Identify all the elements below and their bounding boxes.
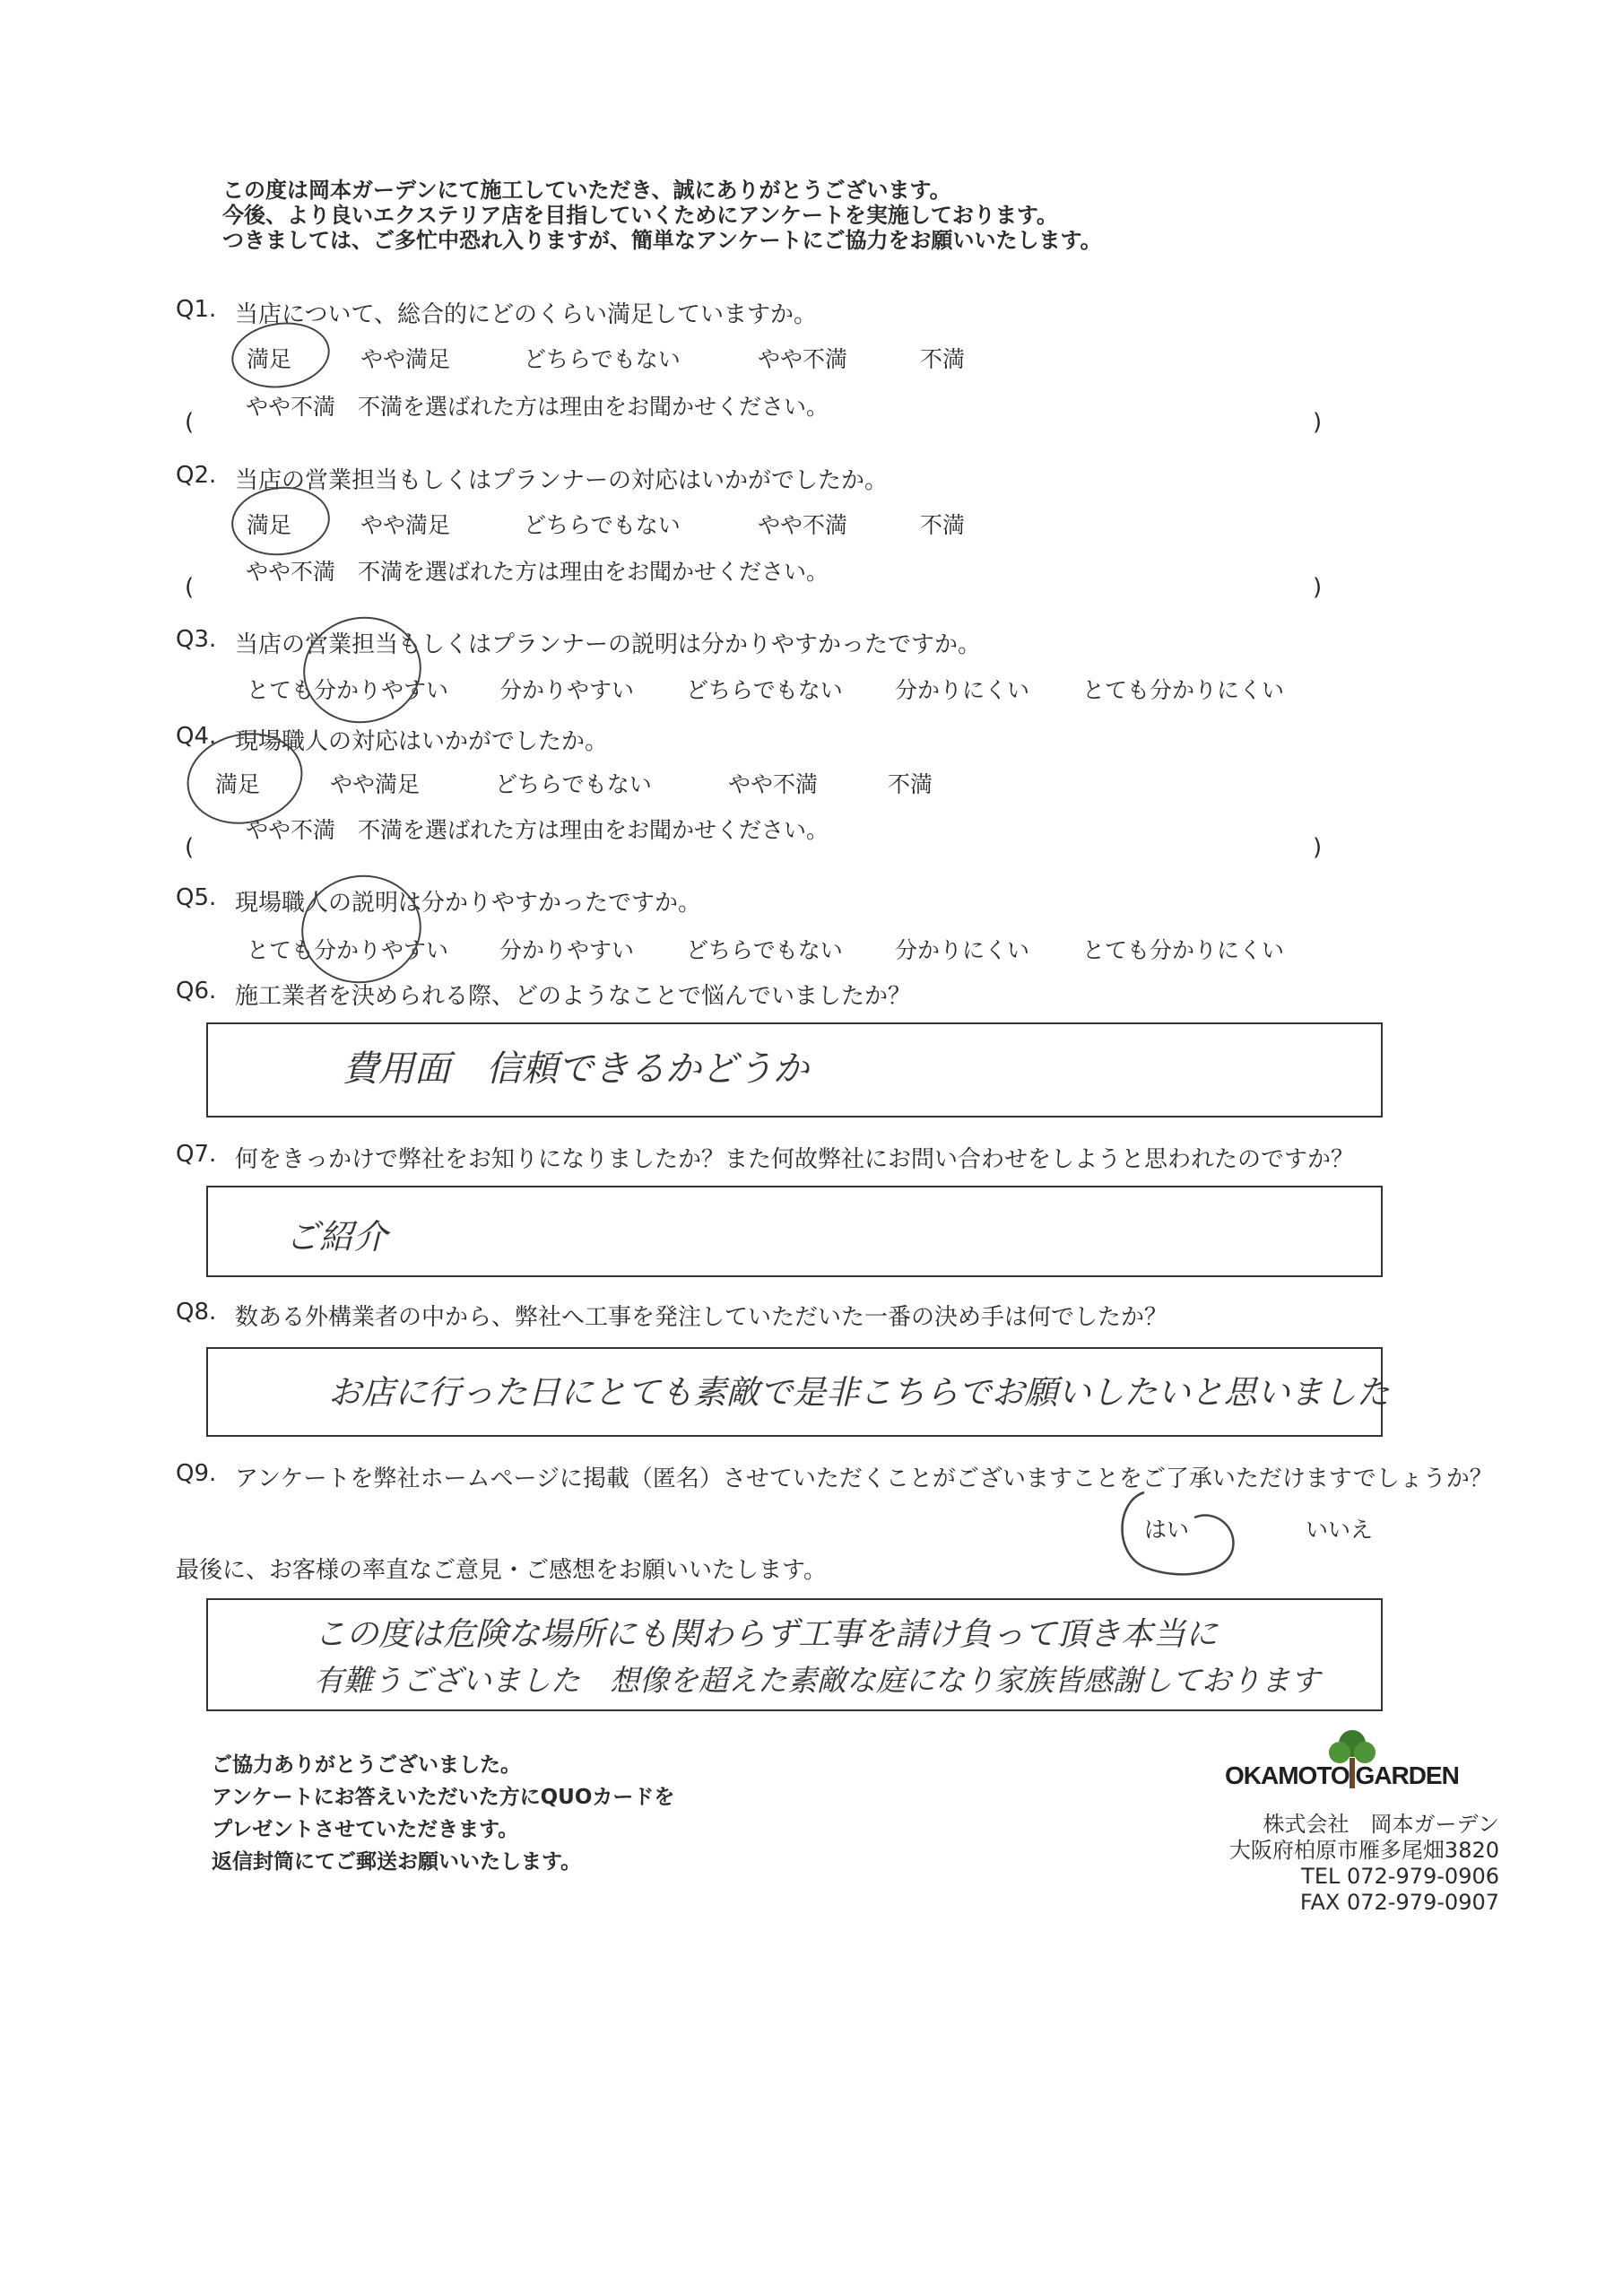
q4-option-manzoku[interactable]: 満足: [215, 771, 261, 797]
intro-line-2: 今後、より良いエクステリア店を目指していくためにアンケートを実施しております。: [222, 203, 1058, 228]
q5-option-totemo-nikui[interactable]: とても分かりにくい: [1082, 937, 1285, 963]
footer-line-1: ご協力ありがとうございました。: [212, 1753, 521, 1777]
q2-paren-close: ): [1313, 574, 1323, 601]
q6-text: 施工業者を決められる際、どのようなことで悩んでいましたか？: [235, 983, 912, 1010]
q6-number: Q6.: [176, 978, 217, 1004]
q1-text: 当店について、総合的にどのくらい満足していますか。: [235, 301, 817, 328]
company-logo: OKAMOTO GARDEN: [1225, 1761, 1459, 1789]
q1-option-dochira[interactable]: どちらでもない: [524, 346, 681, 372]
q3-option-totemo-wakari[interactable]: とても分かりやすい: [247, 677, 449, 703]
q9-answer-circle: [1108, 1482, 1252, 1589]
q9-text: アンケートを弊社ホームページに掲載（匿名）させていただくことがございますことをご了承いただけますでしょうか？: [235, 1465, 1493, 1492]
q1-option-yaya-fuman[interactable]: やや不満: [758, 346, 848, 372]
q4-text: 現場職人の対応はいかがでしたか。: [235, 728, 609, 755]
q1-reason-prompt: やや不満 不満を選ばれた方は理由をお聞かせください。: [246, 394, 829, 420]
q2-option-yaya-manzoku[interactable]: やや満足: [360, 512, 451, 538]
q4-option-yaya-fuman[interactable]: やや不満: [728, 771, 819, 797]
footer-line-4: 返信封筒にてご郵送お願いいたします。: [212, 1850, 582, 1874]
q9-number: Q9.: [176, 1460, 217, 1487]
q2-reason-prompt: やや不満 不満を選ばれた方は理由をお聞かせください。: [246, 559, 829, 585]
company-address: 大阪府柏原市雁多尾畑3820: [1228, 1838, 1499, 1863]
q9-option-hai[interactable]: はい: [1144, 1517, 1190, 1543]
q8-answer-text: お店に行った日にとても素敵で是非こちらでお願いしたいと思いました: [328, 1373, 1390, 1412]
q2-option-yaya-fuman[interactable]: やや不満: [758, 512, 848, 538]
q4-reason-prompt: やや不満 不満を選ばれた方は理由をお聞かせください。: [246, 817, 829, 843]
q3-text: 当店の営業担当もしくはプランナーの説明は分かりやすかったですか。: [235, 631, 982, 658]
q3-option-wakari-nikui[interactable]: 分かりにくい: [895, 677, 1030, 703]
q4-option-fuman[interactable]: 不満: [888, 771, 933, 797]
q7-answer-text: ご紹介: [285, 1217, 388, 1257]
q2-option-fuman[interactable]: 不満: [920, 512, 966, 538]
q5-number: Q5.: [176, 884, 217, 911]
q8-number: Q8.: [176, 1299, 217, 1326]
q1-paren-open: (: [185, 409, 195, 436]
q9-option-iie[interactable]: いいえ: [1306, 1517, 1374, 1543]
q1-option-manzoku[interactable]: 満足: [247, 346, 292, 372]
company-tel: TEL 072-979-0906: [1301, 1864, 1499, 1889]
q3-option-wakari[interactable]: 分かりやすい: [499, 677, 635, 703]
q5-option-wakari[interactable]: 分かりやすい: [499, 937, 635, 963]
q2-option-dochira[interactable]: どちらでもない: [524, 512, 681, 538]
q6-answer-text: 費用面 信頼できるかどうか: [343, 1048, 809, 1090]
q8-text: 数ある外構業者の中から、弊社へ工事を発注していただいた一番の決め手は何でしたか？: [235, 1304, 1168, 1331]
q7-text: 何をきっかけで弊社をお知りになりましたか？また何故弊社にお問い合わせをしようと思われたのですか？: [235, 1146, 1355, 1173]
q2-paren-open: (: [185, 574, 195, 601]
q1-option-yaya-manzoku[interactable]: やや満足: [360, 346, 451, 372]
q2-option-manzoku[interactable]: 満足: [247, 512, 292, 538]
q5-option-wakari-nikui[interactable]: 分かりにくい: [895, 937, 1030, 963]
q1-option-fuman[interactable]: 不満: [920, 346, 966, 372]
footer-line-2: アンケートにお答えいただいた方にQUOカードを: [212, 1786, 675, 1809]
q4-option-yaya-manzoku[interactable]: やや満足: [330, 771, 421, 797]
q3-option-dochira[interactable]: どちらでもない: [686, 677, 843, 703]
intro-line-1: この度は岡本ガーデンにて施工していただき、誠にありがとうございます。: [222, 178, 951, 203]
q2-number: Q2.: [176, 462, 217, 489]
q4-paren-close: ): [1313, 834, 1323, 861]
final-answer-line-1: この度は危険な場所にも関わらず工事を請け負って頂き本当に: [314, 1616, 1219, 1653]
company-fax: FAX 072-979-0907: [1299, 1890, 1499, 1915]
final-prompt: 最後に、お客様の率直なご意見・ご感想をお願いいたします。: [176, 1557, 827, 1584]
q4-number: Q4.: [176, 723, 217, 750]
q5-text: 現場職人の説明は分かりやすかったですか。: [235, 890, 702, 917]
q5-option-totemo-wakari[interactable]: とても分かりやすい: [247, 937, 449, 963]
q3-number: Q3.: [176, 626, 217, 653]
q4-paren-open: (: [185, 834, 195, 861]
q5-option-dochira[interactable]: どちらでもない: [686, 937, 843, 963]
q4-option-dochira[interactable]: どちらでもない: [495, 771, 652, 797]
footer-line-3: プレゼントさせていただきます。: [212, 1818, 519, 1841]
company-name: 株式会社 岡本ガーデン: [1263, 1812, 1499, 1837]
q1-number: Q1.: [176, 296, 217, 323]
q3-option-totemo-nikui[interactable]: とても分かりにくい: [1082, 677, 1285, 703]
q2-text: 当店の営業担当もしくはプランナーの対応はいかがでしたか。: [235, 467, 889, 494]
q7-number: Q7.: [176, 1141, 217, 1168]
q1-paren-close: ): [1313, 409, 1323, 436]
intro-line-3: つきましては、ご多忙中恐れ入りますが、簡単なアンケートにご協力をお願いいたします。: [222, 228, 1102, 253]
final-answer-line-2: 有難うございました 想像を超えた素敵な庭になり家族皆感謝しております: [314, 1663, 1320, 1698]
